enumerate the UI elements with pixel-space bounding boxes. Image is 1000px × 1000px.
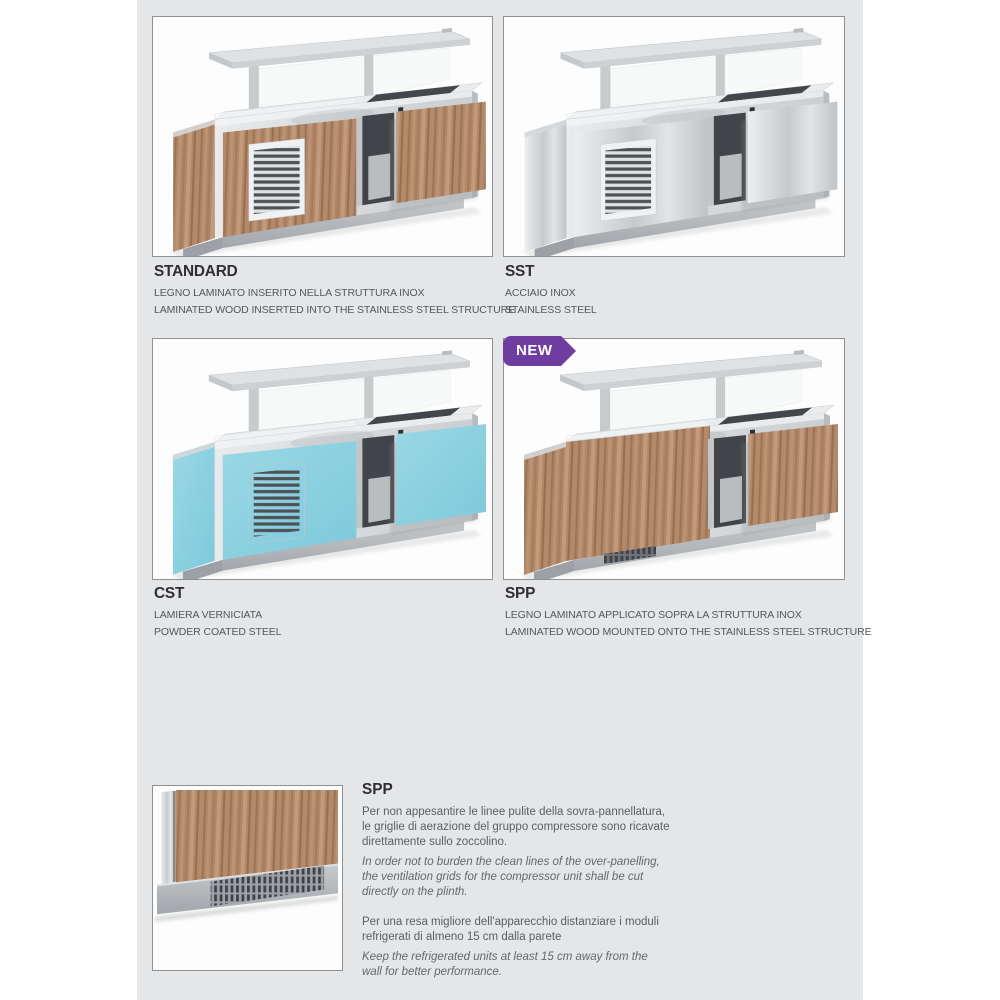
detail-paragraph-it: Per una resa migliore dell'apparecchio distanziare i moduli refrigerati di almeno 15 cm dalla parete xyxy=(362,916,659,943)
detail-text-spp xyxy=(362,781,670,985)
plinth-grille-illustration xyxy=(153,786,342,970)
product-name: SPP xyxy=(505,585,536,602)
detail-title: SPP xyxy=(362,781,393,798)
product-image-sst xyxy=(503,16,845,257)
buffet-counter-illustration xyxy=(504,339,844,579)
product-name: CST xyxy=(154,585,185,602)
buffet-counter-illustration xyxy=(153,17,492,256)
product-desc-en: STAINLESS STEEL xyxy=(505,304,597,316)
catalog-page xyxy=(137,0,872,1000)
detail-paragraph-it: Per non appesantire le linee pulite della sovra-pannellatura, le griglie di aerazione del gruppo compressore sono ricavate direttamente sullo zoccolino. xyxy=(362,806,670,848)
product-desc-en: LAMINATED WOOD INSERTED INTO THE STAINLESS STEEL STRUCTURE xyxy=(154,304,515,316)
detail-paragraph-en: Keep the refrigerated units at least 15 cm away from the wall for better performance. xyxy=(362,951,648,978)
product-name: SST xyxy=(505,263,535,280)
product-desc-en: POWDER COATED STEEL xyxy=(154,626,282,638)
product-image-standard xyxy=(152,16,493,257)
detail-paragraph-en: In order not to burden the clean lines of the over-panelling, the ventilation grids for the compressor unit shall be cut directly on the plinth. xyxy=(362,856,660,898)
product-desc-it: LAMIERA VERNICIATA xyxy=(154,609,263,621)
product-image-cst xyxy=(152,338,493,580)
product-desc-it: ACCIAIO INOX xyxy=(505,287,576,299)
product-image-spp xyxy=(503,338,845,580)
buffet-counter-illustration xyxy=(153,339,492,579)
detail-image-spp-plinth xyxy=(152,785,343,971)
product-desc-en: LAMINATED WOOD MOUNTED ONTO THE STAINLESS STEEL STRUCTURE xyxy=(505,626,872,638)
product-name: STANDARD xyxy=(154,263,238,280)
product-label-cst xyxy=(154,585,281,641)
product-label-spp xyxy=(505,585,872,641)
buffet-counter-illustration xyxy=(504,17,844,256)
new-badge: NEW xyxy=(503,336,561,366)
product-desc-it: LEGNO LAMINATO APPLICATO SOPRA LA STRUTTURA INOX xyxy=(505,609,802,621)
product-desc-it: LEGNO LAMINATO INSERITO NELLA STRUTTURA INOX xyxy=(154,287,425,299)
product-label-sst xyxy=(505,263,597,319)
product-label-standard xyxy=(154,263,515,319)
